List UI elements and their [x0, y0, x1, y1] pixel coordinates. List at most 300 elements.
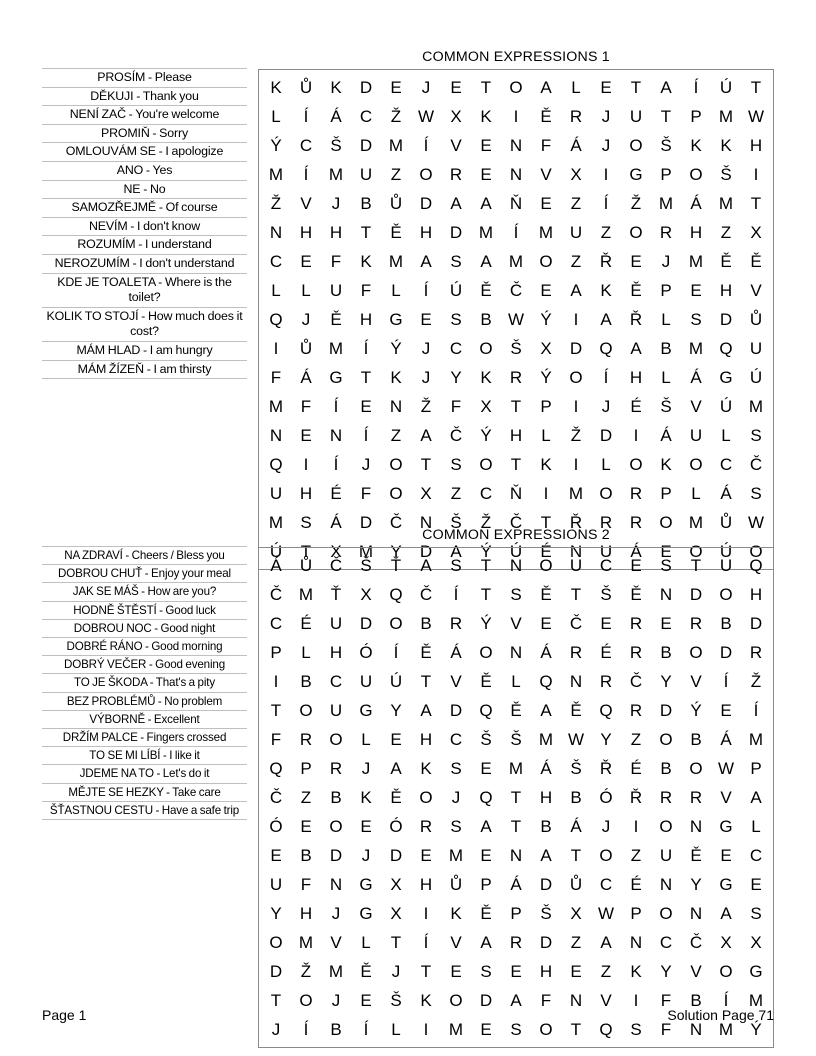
letter-cell[interactable]: E	[420, 846, 432, 865]
letter-cell[interactable]: X	[390, 875, 402, 894]
letter-cell[interactable]: Ů	[569, 875, 583, 894]
letter-cell[interactable]: Á	[330, 107, 342, 126]
letter-cell[interactable]: H	[629, 368, 643, 387]
letter-cell[interactable]: M	[718, 1020, 734, 1039]
letter-cell[interactable]: L	[391, 1020, 401, 1039]
letter-cell[interactable]: G	[389, 310, 403, 329]
letter-cell[interactable]: T	[750, 78, 762, 97]
letter-cell[interactable]: D	[749, 614, 763, 633]
letter-cell[interactable]: E	[600, 614, 612, 633]
letter-cell[interactable]: Ž	[300, 962, 312, 981]
letter-cell[interactable]: Í	[603, 368, 609, 387]
letter-cell[interactable]: Ú	[749, 368, 763, 387]
letter-cell[interactable]: A	[540, 701, 552, 720]
letter-cell[interactable]: D	[689, 585, 703, 604]
letter-cell[interactable]: É	[630, 759, 642, 778]
letter-cell[interactable]: E	[360, 397, 372, 416]
letter-cell[interactable]: A	[540, 846, 552, 865]
letter-cell[interactable]: Š	[540, 904, 552, 923]
letter-cell[interactable]: Q	[749, 556, 763, 575]
word-list-item[interactable]: TO SE MI LÍBÍ - I like it	[42, 747, 247, 765]
letter-cell[interactable]: Q	[389, 585, 403, 604]
letter-cell[interactable]: N	[569, 672, 583, 691]
letter-cell[interactable]: N	[329, 426, 343, 445]
letter-cell[interactable]: B	[330, 788, 342, 807]
letter-cell[interactable]: I	[603, 165, 609, 184]
letter-cell[interactable]: Ó	[359, 643, 373, 662]
letter-cell[interactable]: I	[633, 426, 639, 445]
letter-cell[interactable]: M	[718, 194, 734, 213]
letter-cell[interactable]: B	[660, 759, 672, 778]
letter-cell[interactable]: R	[689, 788, 703, 807]
letter-cell[interactable]: R	[509, 933, 523, 952]
letter-cell[interactable]: W	[567, 730, 585, 749]
letter-cell[interactable]: Z	[570, 194, 582, 213]
letter-cell[interactable]: I	[573, 455, 579, 474]
letter-cell[interactable]: D	[479, 991, 493, 1010]
letter-cell[interactable]: Ě	[390, 788, 402, 807]
letter-cell[interactable]: E	[480, 759, 492, 778]
letter-cell[interactable]: W	[747, 107, 765, 126]
word-list-item[interactable]: JAK SE MÁŠ - How are you?	[42, 583, 247, 601]
letter-cell[interactable]: D	[269, 962, 283, 981]
letter-cell[interactable]: S	[510, 585, 522, 604]
letter-cell[interactable]: S	[450, 817, 462, 836]
letter-cell[interactable]: Ě	[480, 904, 492, 923]
letter-cell[interactable]: Á	[720, 484, 732, 503]
letter-cell[interactable]: M	[388, 136, 404, 155]
letter-cell[interactable]: T	[510, 817, 522, 836]
letter-cell[interactable]: Ú	[389, 672, 403, 691]
letter-cell[interactable]: I	[633, 817, 639, 836]
letter-cell[interactable]: Í	[693, 78, 699, 97]
letter-cell[interactable]: Á	[660, 426, 672, 445]
letter-cell[interactable]: H	[329, 643, 343, 662]
letter-cell[interactable]: Ý	[690, 701, 702, 720]
letter-cell[interactable]: Y	[660, 672, 672, 691]
letter-cell[interactable]: U	[359, 165, 373, 184]
letter-grid-2[interactable]	[261, 551, 771, 1044]
letter-cell[interactable]: A	[720, 904, 732, 923]
letter-cell[interactable]: B	[660, 643, 672, 662]
letter-cell[interactable]: Ú	[449, 281, 463, 300]
letter-cell[interactable]: O	[599, 846, 613, 865]
letter-cell[interactable]: V	[750, 281, 762, 300]
letter-cell[interactable]: E	[270, 846, 282, 865]
letter-cell[interactable]: X	[570, 165, 582, 184]
letter-cell[interactable]: L	[571, 78, 581, 97]
letter-cell[interactable]: C	[329, 672, 343, 691]
letter-cell[interactable]: F	[360, 484, 372, 503]
letter-cell[interactable]: B	[690, 730, 702, 749]
letter-cell[interactable]: Á	[690, 368, 702, 387]
letter-cell[interactable]: O	[659, 817, 673, 836]
letter-cell[interactable]: A	[450, 194, 462, 213]
letter-cell[interactable]: Q	[719, 339, 733, 358]
letter-cell[interactable]: D	[329, 846, 343, 865]
letter-cell[interactable]: Q	[599, 701, 613, 720]
letter-cell[interactable]: O	[749, 542, 763, 561]
letter-cell[interactable]: I	[543, 484, 549, 503]
letter-cell[interactable]: C	[269, 252, 283, 271]
letter-cell[interactable]: C	[719, 455, 733, 474]
letter-cell[interactable]: R	[629, 643, 643, 662]
letter-cell[interactable]: S	[510, 1020, 522, 1039]
letter-cell[interactable]: C	[479, 484, 493, 503]
letter-cell[interactable]: É	[300, 614, 312, 633]
letter-cell[interactable]: I	[633, 991, 639, 1010]
letter-cell[interactable]: Č	[329, 556, 343, 575]
letter-cell[interactable]: H	[419, 730, 433, 749]
letter-cell[interactable]: I	[573, 397, 579, 416]
letter-cell[interactable]: B	[540, 817, 552, 836]
letter-cell[interactable]: N	[659, 585, 673, 604]
letter-cell[interactable]: B	[420, 614, 432, 633]
letter-cell[interactable]: H	[299, 484, 313, 503]
letter-cell[interactable]: Z	[390, 426, 402, 445]
letter-cell[interactable]: D	[659, 701, 673, 720]
letter-cell[interactable]: Y	[690, 875, 702, 894]
word-list-item[interactable]: OMLOUVÁM SE - I apologize	[42, 143, 247, 162]
letter-cell[interactable]: C	[599, 556, 613, 575]
letter-cell[interactable]: O	[419, 165, 433, 184]
letter-cell[interactable]: Ů	[449, 875, 463, 894]
letter-cell[interactable]: A	[420, 556, 432, 575]
letter-cell[interactable]: A	[480, 817, 492, 836]
letter-cell[interactable]: Í	[333, 455, 339, 474]
letter-cell[interactable]: E	[480, 846, 492, 865]
letter-cell[interactable]: O	[299, 701, 313, 720]
letter-cell[interactable]: D	[419, 194, 433, 213]
letter-cell[interactable]: Í	[423, 136, 429, 155]
word-list-item[interactable]: JDEME NA TO - Let's do it	[42, 765, 247, 783]
letter-cell[interactable]: P	[510, 904, 522, 923]
letter-cell[interactable]: S	[750, 904, 762, 923]
word-list-item[interactable]: PROSÍM - Please	[42, 68, 247, 88]
letter-cell[interactable]: L	[391, 281, 401, 300]
letter-cell[interactable]: P	[630, 904, 642, 923]
letter-cell[interactable]: Y	[660, 962, 672, 981]
letter-cell[interactable]: Í	[753, 701, 759, 720]
letter-cell[interactable]: D	[359, 78, 373, 97]
letter-cell[interactable]: F	[450, 397, 462, 416]
letter-cell[interactable]: A	[450, 542, 462, 561]
letter-cell[interactable]: X	[390, 904, 402, 923]
letter-cell[interactable]: M	[718, 107, 734, 126]
letter-cell[interactable]: M	[748, 730, 764, 749]
letter-cell[interactable]: J	[361, 759, 371, 778]
letter-cell[interactable]: K	[690, 136, 702, 155]
letter-cell[interactable]: P	[480, 875, 492, 894]
letter-cell[interactable]: O	[479, 455, 493, 474]
letter-cell[interactable]: Ř	[629, 788, 643, 807]
letter-cell[interactable]: Í	[363, 1020, 369, 1039]
letter-cell[interactable]: T	[570, 1020, 582, 1039]
letter-cell[interactable]: H	[359, 310, 373, 329]
letter-cell[interactable]: R	[659, 223, 673, 242]
letter-cell[interactable]: V	[720, 788, 732, 807]
letter-cell[interactable]: C	[449, 339, 463, 358]
word-list-item[interactable]: BEZ PROBLÉMŮ - No problem	[42, 693, 247, 711]
letter-cell[interactable]: É	[600, 643, 612, 662]
letter-cell[interactable]: T	[420, 672, 432, 691]
letter-cell[interactable]: Ě	[630, 281, 642, 300]
letter-cell[interactable]: U	[329, 281, 343, 300]
letter-cell[interactable]: E	[450, 962, 462, 981]
letter-cell[interactable]: Ě	[570, 701, 582, 720]
letter-cell[interactable]: E	[480, 165, 492, 184]
letter-cell[interactable]: S	[630, 1020, 642, 1039]
letter-cell[interactable]: T	[510, 397, 522, 416]
letter-cell[interactable]: U	[719, 556, 733, 575]
letter-cell[interactable]: O	[539, 556, 553, 575]
letter-cell[interactable]: I	[573, 310, 579, 329]
letter-cell[interactable]: E	[540, 281, 552, 300]
letter-cell[interactable]: Ý	[390, 339, 402, 358]
letter-cell[interactable]: Ů	[719, 513, 733, 532]
letter-cell[interactable]: O	[659, 730, 673, 749]
letter-cell[interactable]: T	[690, 556, 702, 575]
letter-cell[interactable]: I	[423, 904, 429, 923]
letter-cell[interactable]: D	[599, 426, 613, 445]
letter-cell[interactable]: W	[597, 904, 615, 923]
letter-cell[interactable]: L	[721, 426, 731, 445]
letter-cell[interactable]: Ž	[420, 397, 432, 416]
letter-cell[interactable]: L	[541, 426, 551, 445]
letter-cell[interactable]: O	[599, 484, 613, 503]
letter-cell[interactable]: U	[329, 614, 343, 633]
letter-cell[interactable]: E	[570, 962, 582, 981]
letter-cell[interactable]: D	[719, 310, 733, 329]
letter-cell[interactable]: F	[540, 136, 552, 155]
letter-cell[interactable]: Ř	[599, 252, 613, 271]
letter-cell[interactable]: T	[480, 78, 492, 97]
letter-cell[interactable]: M	[538, 223, 554, 242]
letter-cell[interactable]: Č	[569, 614, 583, 633]
letter-cell[interactable]: T	[360, 368, 372, 387]
letter-cell[interactable]: M	[508, 252, 524, 271]
letter-cell[interactable]: B	[690, 991, 702, 1010]
letter-cell[interactable]: Í	[513, 223, 519, 242]
letter-cell[interactable]: T	[300, 542, 312, 561]
letter-cell[interactable]: O	[629, 136, 643, 155]
letter-cell[interactable]: M	[478, 223, 494, 242]
letter-cell[interactable]: Ě	[480, 281, 492, 300]
letter-cell[interactable]: Z	[600, 962, 612, 981]
letter-cell[interactable]: G	[749, 962, 763, 981]
letter-cell[interactable]: K	[420, 991, 432, 1010]
letter-cell[interactable]: Ř	[599, 759, 613, 778]
letter-cell[interactable]: J	[601, 817, 611, 836]
letter-cell[interactable]: K	[600, 281, 612, 300]
letter-cell[interactable]: S	[300, 513, 312, 532]
letter-cell[interactable]: V	[690, 962, 702, 981]
letter-cell[interactable]: M	[688, 252, 704, 271]
letter-cell[interactable]: Š	[510, 730, 522, 749]
letter-cell[interactable]: R	[629, 484, 643, 503]
letter-cell[interactable]: É	[330, 484, 342, 503]
letter-cell[interactable]: U	[749, 339, 763, 358]
letter-cell[interactable]: O	[449, 991, 463, 1010]
letter-cell[interactable]: N	[509, 846, 523, 865]
letter-cell[interactable]: P	[750, 759, 762, 778]
letter-cell[interactable]: P	[660, 484, 672, 503]
letter-cell[interactable]: Z	[450, 484, 462, 503]
letter-cell[interactable]: V	[510, 614, 522, 633]
letter-cell[interactable]: D	[539, 933, 553, 952]
letter-cell[interactable]: H	[299, 223, 313, 242]
letter-cell[interactable]: Ž	[630, 194, 642, 213]
letter-cell[interactable]: M	[328, 962, 344, 981]
letter-cell[interactable]: Ř	[629, 310, 643, 329]
letter-cell[interactable]: Ě	[540, 585, 552, 604]
letter-cell[interactable]: H	[719, 281, 733, 300]
letter-cell[interactable]: K	[390, 368, 402, 387]
letter-cell[interactable]: Ó	[599, 788, 613, 807]
letter-cell[interactable]: D	[389, 846, 403, 865]
letter-cell[interactable]: H	[749, 136, 763, 155]
letter-cell[interactable]: A	[390, 759, 402, 778]
letter-cell[interactable]: H	[509, 426, 523, 445]
word-list-item[interactable]: NENÍ ZAČ - You're welcome	[42, 106, 247, 125]
letter-cell[interactable]: Š	[570, 759, 582, 778]
letter-cell[interactable]: M	[268, 397, 284, 416]
letter-cell[interactable]: S	[450, 310, 462, 329]
letter-cell[interactable]: Z	[720, 223, 732, 242]
letter-cell[interactable]: L	[601, 455, 611, 474]
letter-cell[interactable]: J	[451, 788, 461, 807]
letter-cell[interactable]: V	[540, 165, 552, 184]
letter-cell[interactable]: M	[748, 397, 764, 416]
letter-cell[interactable]: R	[449, 165, 463, 184]
letter-cell[interactable]: Ě	[720, 252, 732, 271]
letter-cell[interactable]: Z	[300, 788, 312, 807]
letter-cell[interactable]: E	[300, 426, 312, 445]
letter-cell[interactable]: G	[629, 165, 643, 184]
letter-cell[interactable]: K	[360, 788, 372, 807]
letter-cell[interactable]: T	[480, 585, 492, 604]
letter-cell[interactable]: A	[600, 310, 612, 329]
letter-cell[interactable]: E	[450, 78, 462, 97]
word-list-item[interactable]: ŠŤASTNOU CESTU - Have a safe trip	[42, 802, 247, 820]
word-list-item[interactable]: ANO - Yes	[42, 162, 247, 181]
letter-cell[interactable]: Z	[630, 730, 642, 749]
letter-cell[interactable]: T	[270, 701, 282, 720]
letter-cell[interactable]: K	[630, 962, 642, 981]
word-list-item[interactable]: MÁM HLAD - I am hungry	[42, 342, 247, 361]
word-list-item[interactable]: TO JE ŠKODA - That's a pity	[42, 674, 247, 692]
letter-cell[interactable]: R	[599, 513, 613, 532]
letter-cell[interactable]: A	[540, 78, 552, 97]
word-list-item[interactable]: VÝBORNĚ - Excellent	[42, 711, 247, 729]
letter-cell[interactable]: E	[510, 962, 522, 981]
letter-cell[interactable]: U	[689, 426, 703, 445]
letter-grid-1[interactable]	[261, 73, 771, 566]
letter-cell[interactable]: V	[450, 136, 462, 155]
letter-cell[interactable]: O	[689, 759, 703, 778]
letter-cell[interactable]: R	[599, 672, 613, 691]
letter-cell[interactable]: Ž	[570, 426, 582, 445]
letter-cell[interactable]: I	[273, 339, 279, 358]
letter-cell[interactable]: O	[389, 614, 403, 633]
letter-cell[interactable]: E	[630, 252, 642, 271]
letter-cell[interactable]: C	[449, 730, 463, 749]
letter-cell[interactable]: V	[600, 991, 612, 1010]
letter-cell[interactable]: R	[419, 817, 433, 836]
letter-cell[interactable]: Q	[599, 1020, 613, 1039]
letter-cell[interactable]: F	[660, 991, 672, 1010]
word-list-item[interactable]: MÁM ŽÍZEŇ - I am thirsty	[42, 361, 247, 380]
letter-cell[interactable]: L	[661, 368, 671, 387]
letter-cell[interactable]: V	[690, 397, 702, 416]
letter-cell[interactable]: I	[423, 1020, 429, 1039]
letter-cell[interactable]: Y	[390, 701, 402, 720]
letter-cell[interactable]: D	[569, 339, 583, 358]
letter-cell[interactable]: M	[358, 542, 374, 561]
letter-cell[interactable]: Ů	[389, 194, 403, 213]
letter-cell[interactable]: Á	[630, 542, 642, 561]
letter-cell[interactable]: E	[540, 614, 552, 633]
letter-cell[interactable]: N	[569, 542, 583, 561]
letter-cell[interactable]: D	[359, 614, 373, 633]
letter-cell[interactable]: C	[359, 107, 373, 126]
letter-cell[interactable]: W	[417, 107, 435, 126]
letter-cell[interactable]: Ý	[270, 136, 282, 155]
letter-cell[interactable]: R	[329, 759, 343, 778]
letter-cell[interactable]: T	[420, 455, 432, 474]
letter-cell[interactable]: Z	[570, 933, 582, 952]
letter-cell[interactable]: Á	[330, 513, 342, 532]
letter-cell[interactable]: D	[449, 701, 463, 720]
letter-cell[interactable]: B	[660, 339, 672, 358]
letter-cell[interactable]: P	[300, 759, 312, 778]
letter-cell[interactable]: Ť	[390, 556, 402, 575]
letter-cell[interactable]: O	[479, 643, 493, 662]
letter-cell[interactable]: D	[359, 513, 373, 532]
letter-cell[interactable]: T	[660, 107, 672, 126]
letter-cell[interactable]: Ě	[420, 643, 432, 662]
letter-cell[interactable]: Ě	[540, 107, 552, 126]
letter-cell[interactable]: E	[690, 281, 702, 300]
letter-cell[interactable]: X	[570, 904, 582, 923]
letter-cell[interactable]: C	[749, 846, 763, 865]
letter-cell[interactable]: K	[480, 107, 492, 126]
letter-cell[interactable]: Ň	[509, 194, 523, 213]
letter-cell[interactable]: Ú	[719, 397, 733, 416]
letter-cell[interactable]: E	[390, 730, 402, 749]
word-list-item[interactable]: DOBROU CHUŤ - Enjoy your meal	[42, 565, 247, 583]
word-list-item[interactable]: DOBROU NOC - Good night	[42, 620, 247, 638]
letter-cell[interactable]: N	[509, 556, 523, 575]
letter-cell[interactable]: P	[690, 107, 702, 126]
letter-cell[interactable]: E	[300, 252, 312, 271]
letter-cell[interactable]: Ž	[270, 194, 282, 213]
letter-cell[interactable]: Ú	[269, 542, 283, 561]
letter-cell[interactable]: Ů	[749, 310, 763, 329]
letter-cell[interactable]: N	[419, 513, 433, 532]
letter-cell[interactable]: S	[660, 556, 672, 575]
letter-cell[interactable]: J	[331, 904, 341, 923]
letter-cell[interactable]: C	[269, 614, 283, 633]
letter-cell[interactable]: E	[420, 310, 432, 329]
letter-cell[interactable]: É	[540, 542, 552, 561]
letter-cell[interactable]: A	[630, 339, 642, 358]
letter-cell[interactable]: O	[689, 455, 703, 474]
letter-cell[interactable]: T	[630, 78, 642, 97]
letter-cell[interactable]: Ú	[509, 542, 523, 561]
letter-cell[interactable]: Í	[453, 585, 459, 604]
letter-cell[interactable]: O	[629, 455, 643, 474]
